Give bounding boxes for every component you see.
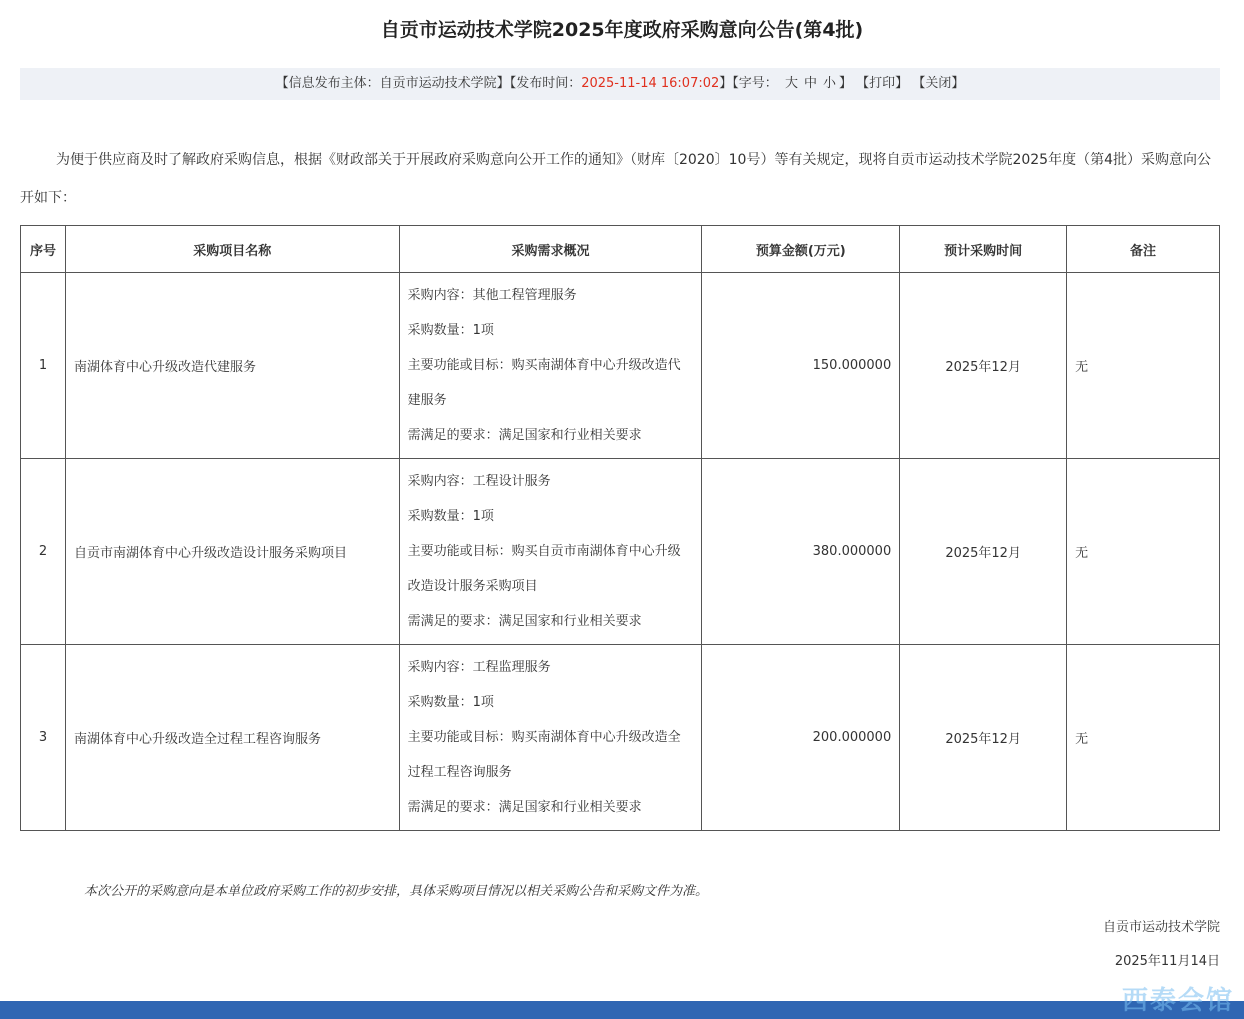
page-title: 自贡市运动技术学院2025年度政府采购意向公告(第4批): [380, 19, 864, 41]
print-button[interactable]: 【打印】: [856, 76, 909, 91]
row-description: [399, 273, 702, 459]
header-no: 序号: [21, 226, 66, 273]
row-no: 2: [21, 459, 66, 645]
desc-quantity: 采购数量：1项: [407, 695, 494, 710]
procurement-table: [20, 225, 1220, 831]
watermark-logo: 西泰会馆: [1121, 986, 1234, 1016]
desc-content: 采购内容：工程监理服务: [407, 660, 551, 675]
desc-goal: 主要功能或目标：购买自贡市南湖体育中心升级改造设计服务采购项目: [407, 544, 681, 594]
row-description: [399, 459, 702, 645]
intro-paragraph: 为便于供应商及时了解政府采购信息，根据《财政部关于开展政府采购意向公开工作的通知》（财库〔2020〕10号）等有关规定，现将自贡市运动技术学院2025年度（第4批）采购意向公开如下：: [20, 152, 1211, 206]
signature-date: 2025年11月14日: [1114, 954, 1220, 969]
row-note: 无: [1067, 645, 1220, 831]
bottom-bar: [0, 1001, 1244, 1019]
font-size-large-button[interactable]: 大: [784, 76, 798, 91]
close-button[interactable]: 【关闭】: [912, 76, 965, 91]
font-size-end: 】: [839, 76, 853, 91]
row-project-name: 南湖体育中心升级改造全过程工程咨询服务: [65, 645, 399, 831]
row-budget: 200.000000: [702, 645, 900, 831]
publish-time-value: 2025-11-14 16:07:02: [581, 76, 720, 91]
header-budget: 预算金额(万元): [702, 226, 900, 273]
desc-content: 采购内容：工程设计服务: [407, 474, 551, 489]
row-project-name: 自贡市南湖体育中心升级改造设计服务采购项目: [65, 459, 399, 645]
publisher-label: 【信息发布主体：自贡市运动技术学院】: [275, 76, 510, 91]
row-project-name: 南湖体育中心升级改造代建服务: [65, 273, 399, 459]
desc-quantity: 采购数量：1项: [407, 509, 494, 524]
desc-goal: 主要功能或目标：购买南湖体育中心升级改造代建服务: [407, 358, 681, 408]
header-name: 采购项目名称: [65, 226, 399, 273]
publish-time-label: 【发布时间：: [509, 76, 582, 91]
row-time: 2025年12月: [900, 459, 1067, 645]
font-size-medium-button[interactable]: 中: [803, 76, 817, 91]
font-size-small-button[interactable]: 小: [822, 76, 836, 91]
row-budget: 380.000000: [702, 459, 900, 645]
desc-quantity: 采购数量：1项: [407, 323, 494, 338]
row-no: 3: [21, 645, 66, 831]
row-time: 2025年12月: [900, 645, 1067, 831]
row-note: 无: [1067, 273, 1220, 459]
header-note: 备注: [1067, 226, 1220, 273]
table-header-row: [21, 226, 1220, 273]
desc-goal: 主要功能或目标：购买南湖体育中心升级改造全过程工程咨询服务: [407, 730, 681, 780]
desc-requirement: 需满足的要求：满足国家和行业相关要求: [407, 614, 642, 629]
row-description: [399, 645, 702, 831]
publish-time-end: 】: [719, 76, 733, 91]
table-row: [21, 459, 1220, 645]
info-bar: [20, 68, 1220, 100]
row-budget: 150.000000: [702, 273, 900, 459]
table-row: [21, 645, 1220, 831]
signature-organization: 自贡市运动技术学院: [1102, 920, 1220, 935]
desc-requirement: 需满足的要求：满足国家和行业相关要求: [407, 800, 642, 815]
header-desc: 采购需求概况: [399, 226, 702, 273]
row-note: 无: [1067, 459, 1220, 645]
footnote: 本次公开的采购意向是本单位政府采购工作的初步安排，具体采购项目情况以相关采购公告和采购文件为准。: [84, 884, 709, 899]
header-time: 预计采购时间: [900, 226, 1067, 273]
desc-requirement: 需满足的要求：满足国家和行业相关要求: [407, 428, 642, 443]
row-no: 1: [21, 273, 66, 459]
desc-content: 采购内容：其他工程管理服务: [407, 288, 577, 303]
table-row: [21, 273, 1220, 459]
row-time: 2025年12月: [900, 273, 1067, 459]
font-size-label: 【字号：: [732, 76, 778, 91]
